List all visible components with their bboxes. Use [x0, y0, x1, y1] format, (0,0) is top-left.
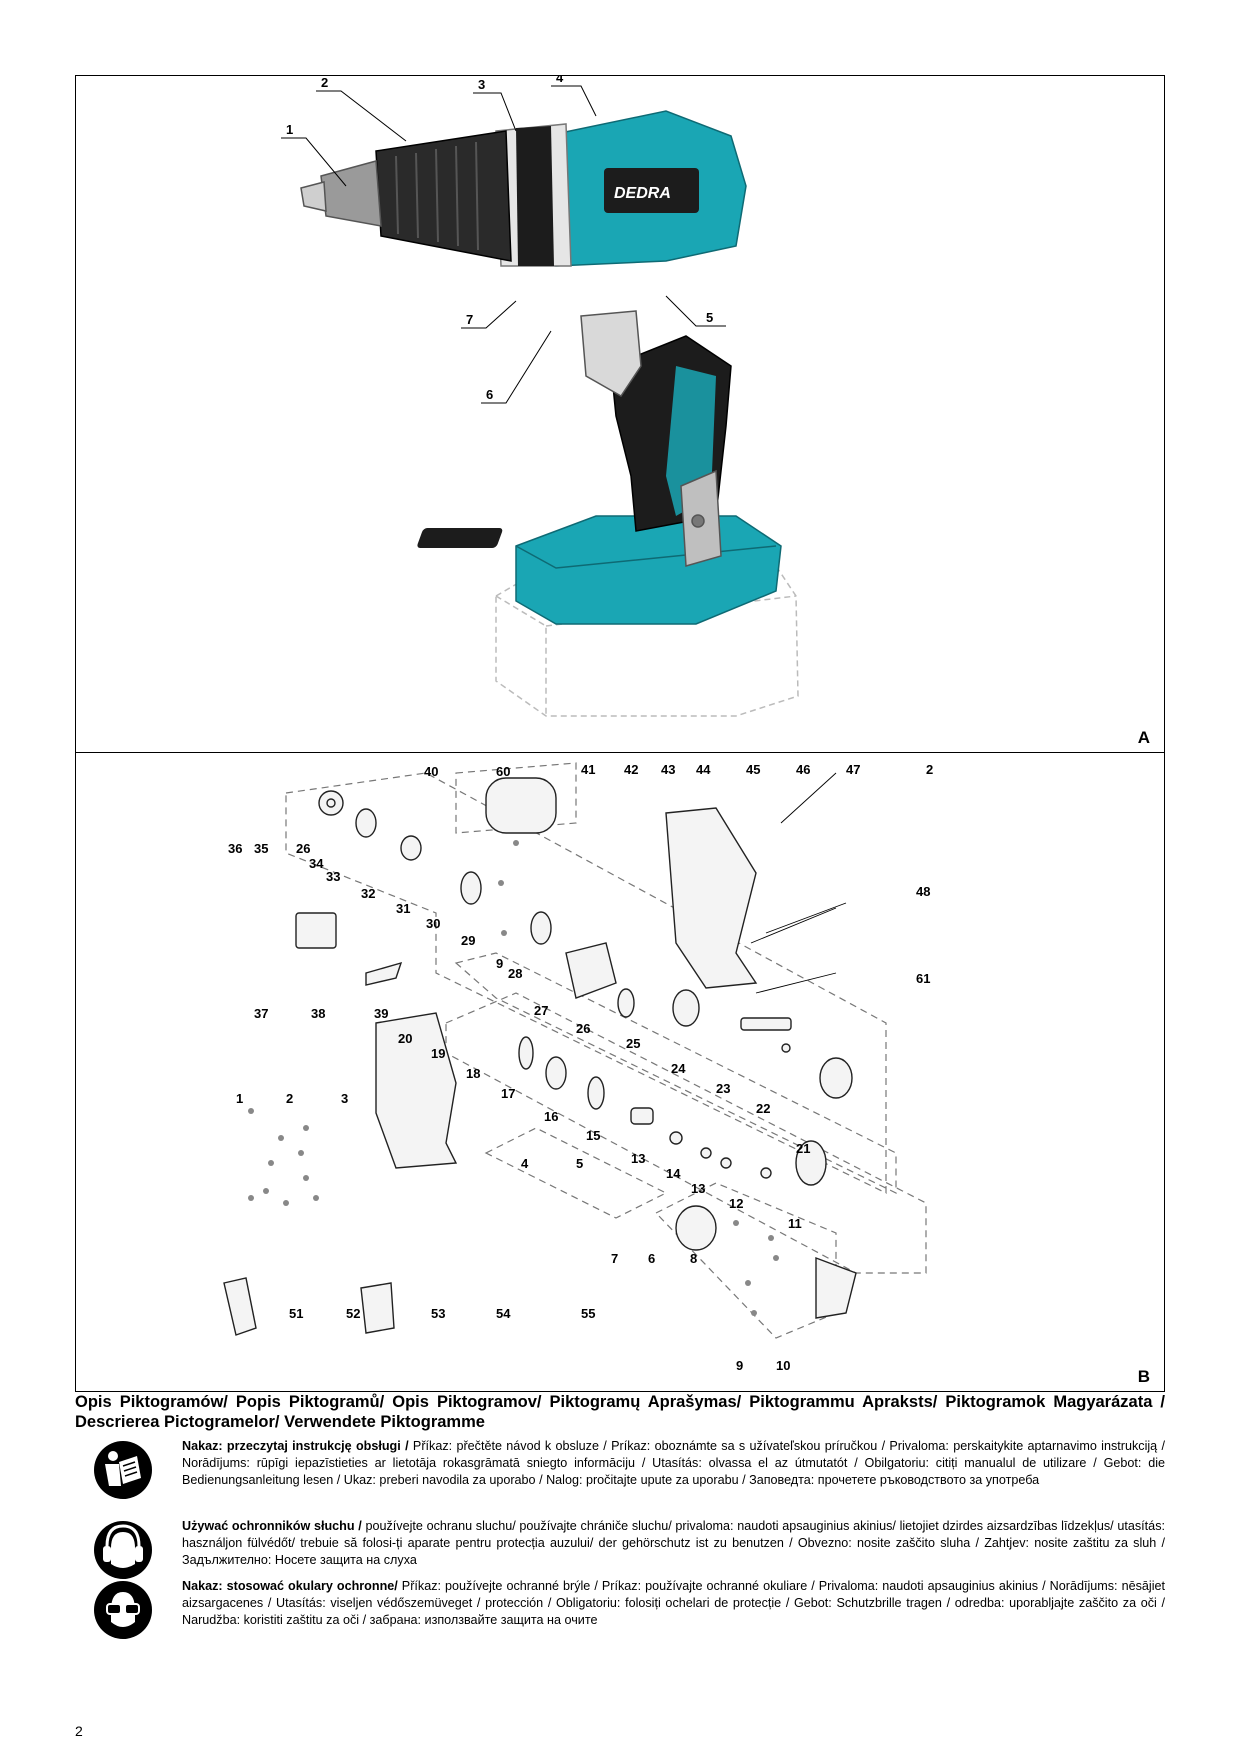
- pictogram-text-manual: Nakaz: przeczytaj instrukcję obsługi / Příkaz: přečtěte návod k obsluze / Príkaz: oboznámte sa s užívateľskou príručkou / Privaloma: perskaitykite aptarnavimo instrukciją / Norādījums: rūpīgi iepazīstieties ar lietotāja rokasgrāmatā sniegto informāciju / Utasítás: olvassa el az útmutatót / Obilgatoriu: citiți manualul de utilizare / Gebot: die Bedienungsanleitung lesen / Ukaz: preberi navodila za uporabo / Nalog: pročitajte upute za uporabu / Заповедта: прочетете ръководството за употреба: [182, 1439, 1165, 1487]
- page-number: 2: [75, 1723, 83, 1739]
- callout-b-53: 53: [431, 1306, 446, 1321]
- callout-b-26b: 26: [576, 1021, 591, 1036]
- housing-half-left: [376, 1013, 456, 1168]
- callout-b-38: 38: [311, 1006, 326, 1021]
- eye-protection-icon: [93, 1580, 153, 1640]
- callout-b-6: 6: [648, 1251, 656, 1266]
- callout-b-44: 44: [696, 762, 711, 777]
- callout-b-14: 14: [666, 1166, 681, 1181]
- callout-b-27: 27: [534, 1003, 549, 1018]
- motor-part: [486, 778, 556, 833]
- callout-a-1: 1: [286, 122, 294, 137]
- callout-b-3: 3: [341, 1091, 349, 1106]
- callout-b-33: 33: [326, 869, 341, 884]
- callout-b-21: 21: [796, 1141, 811, 1156]
- brand-logo: DEDRA: [614, 185, 671, 202]
- callout-b-46: 46: [796, 762, 811, 777]
- callout-b-47: 47: [846, 762, 861, 777]
- callout-b-28: 28: [508, 966, 523, 981]
- callout-b-23: 23: [716, 1081, 731, 1096]
- callout-b-18: 18: [466, 1066, 481, 1081]
- callout-b-51: 51: [289, 1306, 304, 1321]
- callout-b-13a: 13: [631, 1151, 646, 1166]
- callout-b-11: 11: [788, 1216, 802, 1231]
- callout-b-24: 24: [671, 1061, 686, 1076]
- callout-b-15: 15: [586, 1128, 601, 1143]
- callout-b-2: 2: [286, 1091, 294, 1106]
- drill-illustration: [76, 76, 1164, 752]
- callout-b-48: 48: [916, 884, 931, 899]
- callout-b-41: 41: [581, 762, 596, 777]
- callout-b-7: 7: [611, 1251, 619, 1266]
- callout-a-2: 2: [321, 76, 329, 90]
- callout-b-61: 61: [916, 971, 931, 986]
- housing-half-right: [666, 808, 756, 988]
- ear-protection-icon: [93, 1520, 153, 1580]
- callout-b-19: 19: [431, 1046, 446, 1061]
- callout-b-37: 37: [254, 1006, 269, 1021]
- callout-b-40: 40: [424, 764, 439, 779]
- read-manual-icon: [93, 1440, 153, 1500]
- pictogram-row-eye: [75, 1578, 1165, 1640]
- callout-b-52: 52: [346, 1306, 361, 1321]
- callout-b-35: 35: [254, 841, 269, 856]
- callout-b-4: 4: [521, 1156, 529, 1171]
- callout-b-1: 1: [236, 1091, 244, 1106]
- belt-clip: [681, 471, 721, 566]
- exploded-view-diagram: [76, 753, 1164, 1391]
- callout-a-7: 7: [466, 312, 474, 327]
- callout-b-54: 54: [496, 1306, 511, 1321]
- callout-a-5: 5: [706, 310, 714, 325]
- callout-b-39: 39: [374, 1006, 389, 1021]
- callout-b-25: 25: [626, 1036, 641, 1051]
- callout-b-9a: 9: [496, 956, 504, 971]
- drill-base: [516, 516, 781, 624]
- callout-b-5: 5: [576, 1156, 584, 1171]
- callout-b-20: 20: [398, 1031, 413, 1046]
- callout-b-13b: 13: [691, 1181, 706, 1196]
- callout-b-36: 36: [228, 841, 243, 856]
- callout-b-22: 22: [756, 1101, 771, 1116]
- callout-b-26a: 26: [296, 841, 311, 856]
- callout-b-29: 29: [461, 933, 476, 948]
- pictogram-text-eye: Nakaz: stosować okulary ochronne/ Příkaz: používejte ochranné brýle / Príkaz: používajte ochranné okuliare / Privaloma: naudoti apsauginius akinius / Norādījums: nēsājiet aizsargacenes / Utasítás: viseljen védőszemüveget / protección / Obligatoriu: folosiți ochelari de protecție / Gebot: Schutzbrille tragen / odredba: uporabljajte zaščito za oči / Narudžba: koristiti zaštitu za oči / забрана: използвайте защита на очите: [182, 1579, 1165, 1627]
- callout-b-2-top: 2: [926, 762, 934, 777]
- callout-a-4: 4: [556, 76, 564, 85]
- pictogram-section-heading: Opis Piktogramów/ Popis Piktogramů/ Opis Piktogramov/ Piktogramų Aprašymas/ Piktogrammu Apraksts/ Piktogramok Magyarázata / Descrierea Pictogramelor/ Verwendete Piktogramme: [75, 1393, 1165, 1431]
- callout-b-30: 30: [426, 916, 441, 931]
- callout-b-12: 12: [729, 1196, 744, 1211]
- callout-b-45: 45: [746, 762, 761, 777]
- callout-b-8: 8: [690, 1251, 698, 1266]
- callout-b-10: 10: [776, 1358, 791, 1373]
- callout-b-32: 32: [361, 886, 376, 901]
- callout-b-17: 17: [501, 1086, 516, 1101]
- callout-b-9b: 9: [736, 1358, 744, 1373]
- panel-letter-b: B: [1137, 1367, 1150, 1386]
- pictogram-row-manual: [75, 1438, 1165, 1508]
- callout-b-42: 42: [624, 762, 639, 777]
- callout-b-60: 60: [496, 764, 511, 779]
- callout-b-16: 16: [544, 1109, 559, 1124]
- figure-b-panel: [75, 752, 1165, 1392]
- pictogram-row-ear: [75, 1518, 1165, 1580]
- callout-b-55: 55: [581, 1306, 596, 1321]
- callout-b-34: 34: [309, 856, 324, 871]
- figure-a-panel: [75, 75, 1165, 753]
- callout-a-3: 3: [478, 77, 486, 92]
- pictogram-text-ear: Używać ochronników słuchu / používejte ochranu sluchu/ používajte chrániče sluchu/ privaloma: naudoti apsauginius akinius/ lietojiet dzirdes aizsardzības līdzekļus/ utasítás: használjon fülvédőt/ trebuie să folosi-ți aparate pentru protecția auzului/ der gehörschutz ist zu benutzen / Obvezno: nosite zaščito sluha / Zahtjev: nosite zaštitu za sluh / Задължително: Носете защита на слуха: [182, 1519, 1165, 1567]
- callout-b-31: 31: [396, 901, 411, 916]
- panel-letter-a: A: [1137, 728, 1150, 747]
- callout-b-43: 43: [661, 762, 676, 777]
- callout-a-6: 6: [486, 387, 494, 402]
